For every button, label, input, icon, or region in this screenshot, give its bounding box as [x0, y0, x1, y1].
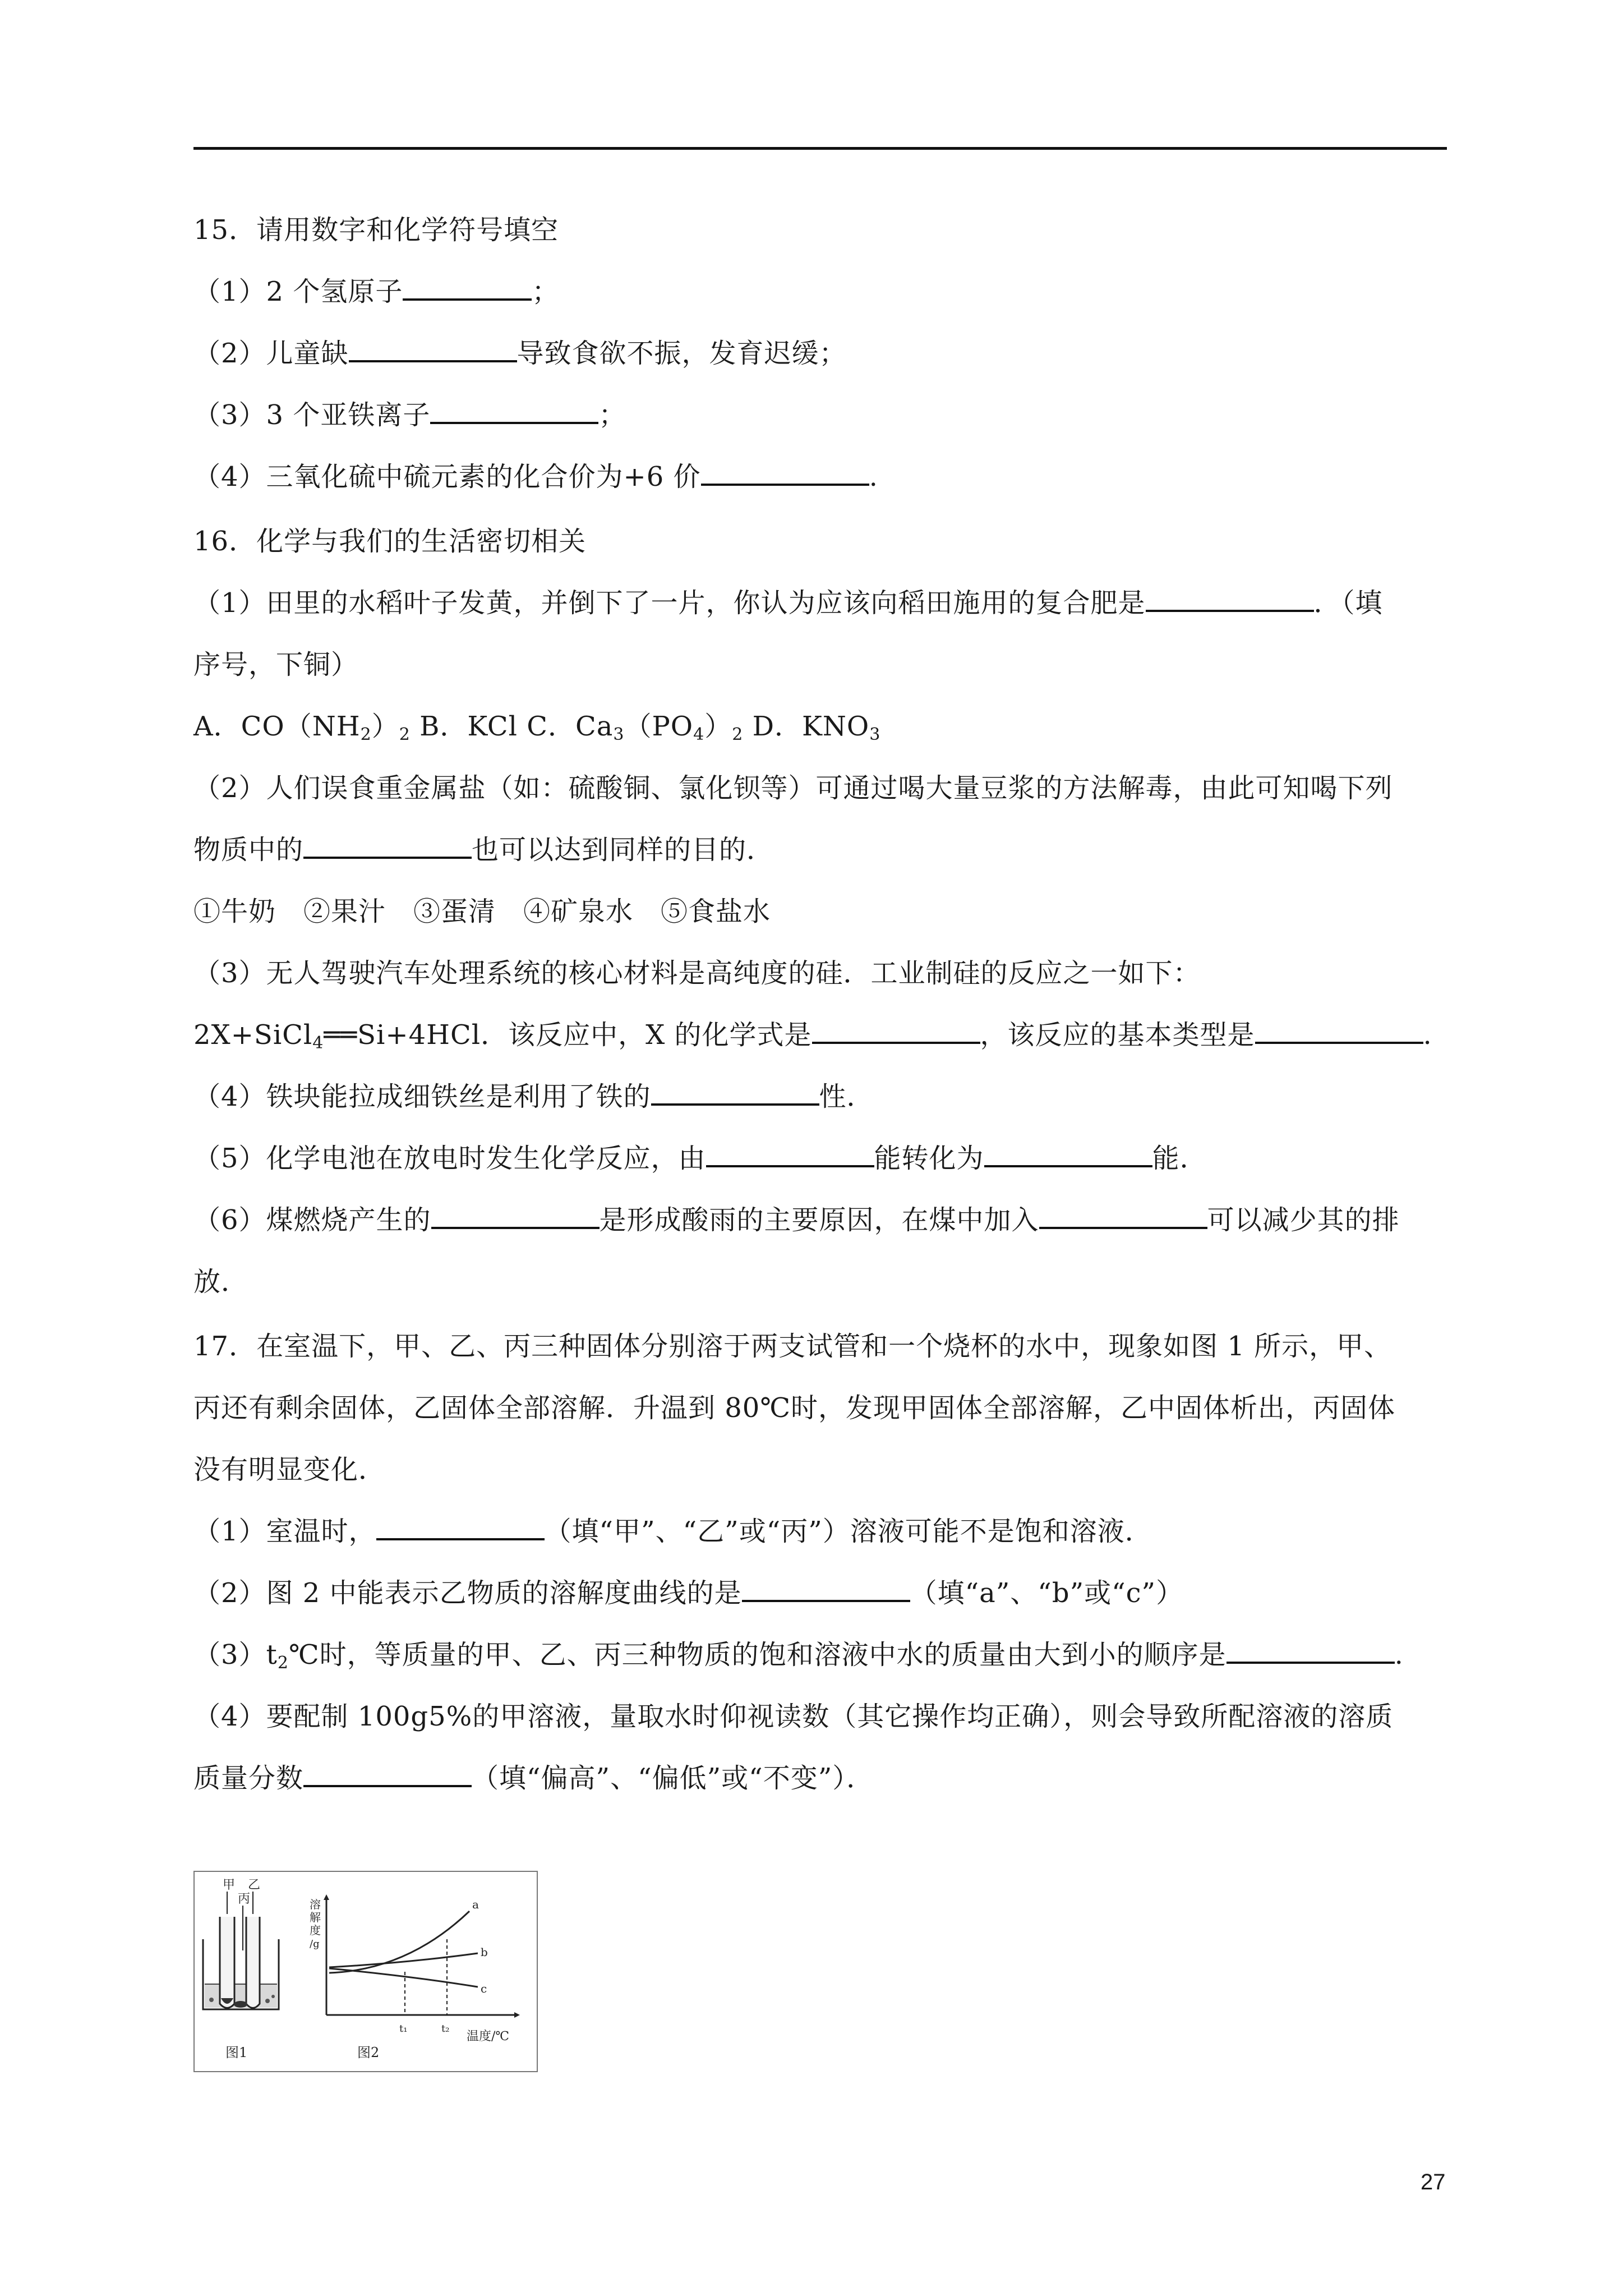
- q16-stem: 16．化学与我们的生活密切相关: [193, 526, 587, 557]
- answer-blank[interactable]: [1146, 588, 1314, 612]
- y-axis-label: 度: [310, 1924, 321, 1937]
- y-axis-label: 溶: [310, 1898, 321, 1911]
- q15-part4: （4）三氧化硫中硫元素的化合价为+6 价 .: [193, 461, 878, 493]
- answer-blank[interactable]: [349, 339, 517, 362]
- answer-blank[interactable]: [984, 1144, 1152, 1167]
- q17-part4: （4）要配制 100g5%的甲溶液，量取水时仰视读数（其它操作均正确），则会导致所配溶液的溶质: [193, 1701, 1394, 1732]
- answer-blank[interactable]: [742, 1579, 910, 1602]
- answer-blank[interactable]: [1227, 1640, 1395, 1664]
- answer-blank[interactable]: [812, 1020, 980, 1044]
- page-number: 27: [1421, 2170, 1446, 2194]
- x-axis-label: 温度/℃: [467, 2030, 510, 2044]
- q15-part1: （1）2 个氢原子 ；: [193, 276, 560, 307]
- label-jia: 甲: [223, 1878, 236, 1892]
- answer-blank[interactable]: [1039, 1205, 1207, 1229]
- q17-part4-cont: 质量分数 （填“偏高”、“偏低”或“不变”）．: [193, 1763, 874, 1794]
- figure-svg: [195, 1872, 537, 2071]
- q16-part4: （4）铁块能拉成细铁丝是利用了铁的 性．: [193, 1081, 874, 1112]
- q16-part2: （2）人们误食重金属盐（如：硫酸铜、氯化钡等）可通过喝大量豆浆的方法解毒，由此可知喝下列: [193, 772, 1393, 804]
- answer-blank[interactable]: [430, 401, 598, 424]
- q16-part5: （5）化学电池在放电时发生化学反应，由 能转化为 能．: [193, 1143, 1207, 1174]
- q17-stem-cont: 丙还有剩余固体，乙固体全部溶解．升温到 80℃时，发现甲固体全部溶解，乙中固体析出，丙固体: [193, 1392, 1396, 1424]
- header-rule: [193, 147, 1447, 150]
- figure2-label: 图2: [357, 2045, 380, 2060]
- answer-blank[interactable]: [701, 462, 869, 486]
- q15-stem: 15．请用数字和化学符号填空: [193, 214, 559, 246]
- q16-part3-equation: 2X+SiCl$_4$══Si+4HCl．该反应中，X 的化学式是 ，该反应的基本类型是 .: [193, 1019, 1432, 1053]
- figure2-solubility-chart: [310, 1894, 520, 2060]
- label-bing: 丙: [238, 1892, 251, 1906]
- q15-part3: （3）3 个亚铁离子 ；: [193, 399, 626, 431]
- q17-stem-cont: 没有明显变化．: [193, 1454, 386, 1485]
- q17-part2: （2）图 2 中能表示乙物质的溶解度曲线的是 （填“a”、“b”或“c”）: [193, 1577, 1184, 1609]
- q16-choices: ①牛奶 ②果汁 ③蛋清 ④矿泉水 ⑤食盐水: [193, 896, 771, 927]
- answer-blank[interactable]: [303, 1764, 472, 1787]
- answer-blank[interactable]: [1255, 1020, 1423, 1044]
- answer-blank[interactable]: [376, 1517, 545, 1540]
- q17-part3: $(3)t_2℃$时，等质量的甲、乙、丙三种物质的饱和溶液中水的质量由大到小的顺序是 .: [193, 1639, 1404, 1673]
- answer-blank[interactable]: [651, 1082, 819, 1106]
- curve-c-label: c: [481, 1982, 487, 1995]
- q15-part2: （2）儿童缺 导致食欲不振，发育迟缓；: [193, 338, 847, 369]
- answer-blank[interactable]: [431, 1205, 600, 1229]
- q16-part2-cont: 物质中的 也可以达到同样的目的．: [193, 834, 774, 866]
- figure1-label: 图1: [225, 2045, 248, 2060]
- solubility-figure: [193, 1871, 538, 2072]
- label-yi: 乙: [248, 1878, 261, 1892]
- q16-part6: （6）煤燃烧产生的 是形成酸雨的主要原因，在煤中加入 可以减少其的排: [193, 1204, 1400, 1236]
- t1-tick: t₁: [399, 2023, 408, 2035]
- figure1-apparatus: [203, 1878, 279, 2060]
- q17-part1: （1）室温时， （填“甲”、“乙”或“丙”）溶液可能不是饱和溶液．: [193, 1516, 1152, 1547]
- curve-a: [329, 1911, 469, 1973]
- curve-a-label: a: [472, 1898, 479, 1911]
- t2-tick: t₂: [441, 2023, 450, 2035]
- answer-blank[interactable]: [303, 835, 472, 859]
- answer-blank[interactable]: [706, 1144, 874, 1167]
- curve-b-label: b: [481, 1945, 488, 1959]
- y-axis-label: /g: [310, 1938, 320, 1950]
- q16-part6-cont: 放．: [193, 1266, 249, 1297]
- answer-blank[interactable]: [403, 277, 532, 301]
- y-axis-label: 解: [310, 1911, 321, 1924]
- q16-part1-cont: 序号，下铜）: [193, 649, 359, 680]
- q16-part3: （3）无人驾驶汽车处理系统的核心材料是高纯度的硅．工业制硅的反应之一如下：: [193, 958, 1201, 989]
- q16-options: A．$CO(NH_2)_2$ B．KCl C．$Ca_3(PO_4)_2$ D．$KNO_3$: [193, 711, 881, 744]
- curve-c: [329, 1968, 478, 1987]
- q16-part1: （1）田里的水稻叶子发黄，并倒下了一片，你认为应该向稻田施用的复合肥是 ．（填: [193, 587, 1383, 619]
- q17-stem: 17．在室温下，甲、乙、丙三种固体分别溶于两支试管和一个烧杯的水中，现象如图 1 所示，甲、: [193, 1331, 1392, 1362]
